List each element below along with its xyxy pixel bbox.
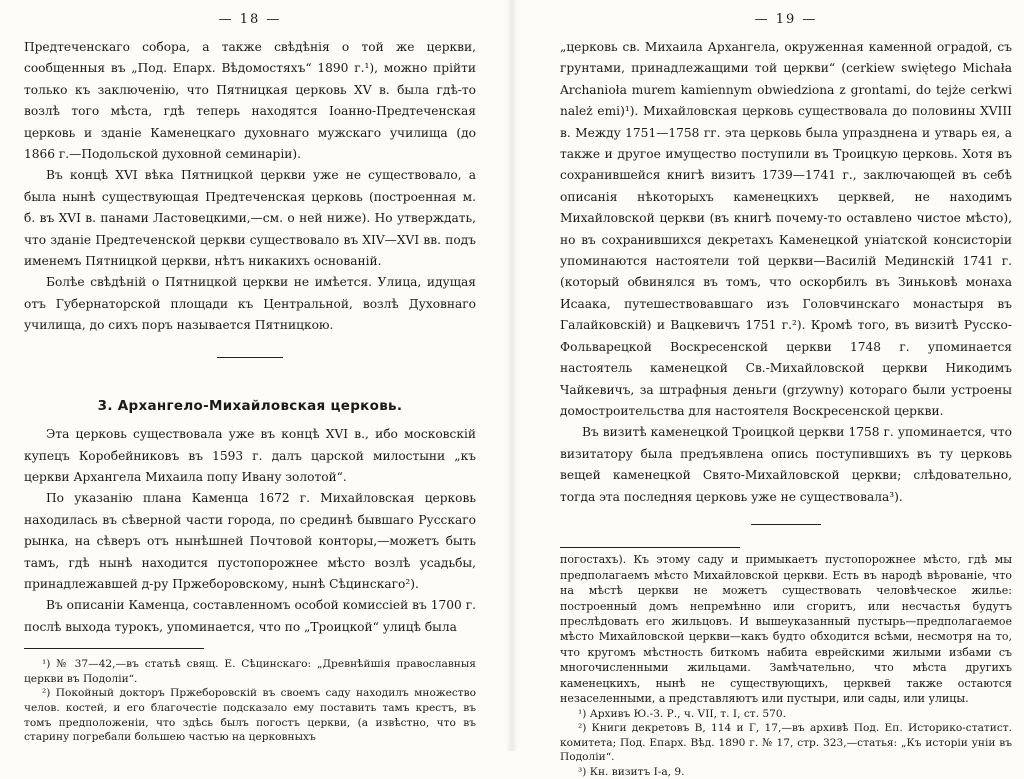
paragraph: Въ визитѣ каменецкой Троицкой церкви 1758 г. упоминается, что визитатору была предъявлена опись поступившихъ въ ту церковь вещей каменецкой Свято-Михайловской церкви; слѣдовательно, тогда эта последняя церковь уже не существовала³). (560, 425, 1012, 504)
paragraph: По указанію плана Каменца 1672 г. Михайловская церковь находилась въ сѣверной части города, по срединѣ бывшаго Русскаго рынка, на сѣверъ отъ нынѣшней Почтовой конторы,—можетъ быть тамъ, гдѣ нынѣ находится пустопорожнее мѣсто возлѣ усадьбы, принадлежавшей д-ру Пржеборовскому, нынѣ Сѣцинскаго²). (24, 491, 476, 592)
footnote: ¹) № 37—42,—въ статьѣ свящ. Е. Сѣцинскаго: „Древнѣйшія православныя церкви въ Подоліи“. (24, 658, 476, 685)
footnote-rule (24, 648, 204, 649)
footnote-rule (560, 547, 740, 548)
section-divider (751, 524, 821, 526)
paragraph: Эта церковь существовала уже въ концѣ XVI в., ибо московскій купецъ Коробейниковъ въ 1593 г. далъ царской милостыни „къ церкви Архангела Михаила попу Ивану золотой“. (24, 427, 476, 484)
paragraph: Предтеченскаго собора, а также свѣдѣнія о той же церкви, сообщенныя въ „Под. Епарх. Вѣдомостяхъ“ 1890 г.¹), можно прійти только къ заключенію, что Пятницкая церковь XV в. была гдѣ-то возлѣ того мѣста, гдѣ теперь находятся Іоанно-Предтеченская церковь и зданіе Каменецкаго духовнаго мужскаго училища (до 1866 г.—Подольской духовной семинаріи). (24, 40, 476, 162)
footnote: ¹) Архивъ Ю.-З. Р., ч. VII, т. I, ст. 570. (578, 707, 786, 720)
footnote: ²) Покойный докторъ Пржеборовскій въ своемъ саду находилъ множество челов. костей, и его благочестіе подсказало ему поставить тамъ крестъ, въ томъ предположеніи, что здѣсь былъ погостъ церкви, (а извѣстно, что въ старину погребали большею частью на церковныхъ (24, 687, 476, 744)
paragraph: Въ описаніи Каменца, составленномъ особой комиссіей въ 1700 г. послѣ выхода турокъ, упоминается, что по „Троицкой“ улицѣ была (24, 598, 476, 634)
footnote: ²) Книги декретовъ В, 114 и Г, 17,—въ архивѣ Под. Еп. Историко-статист. комитета; Под. Епарх. Вѣд. 1890 г. № 17, стр. 323,—статья: „Къ исторіи уніи въ Подоліи“. (560, 722, 1012, 764)
page-right (512, 0, 1024, 778)
page-left (0, 0, 512, 751)
page-number-left: — 18 — (218, 12, 282, 27)
paragraph: Въ концѣ XVI вѣка Пятницкой церкви уже не существовало, а была нынѣ существующая Предтеченская церковь (построенная м. б. въ XVI в. панами Ластовецкими,—см. о ней ниже). Но утверждать, что зданіе Предтеченской церкви существовало въ XIV—XVI вв. подъ именемъ Пятницкой церкви, нѣтъ никакихъ основаній. (24, 168, 476, 269)
page-number-right: — 19 — (754, 12, 818, 27)
footnote-continuation: погостахъ). Къ этому саду и примыкаетъ пустопорожнее мѣсто, гдѣ мы предполагаемъ мѣсто Михайловской церкви. Есть въ народѣ вѣрованіе, что на мѣстѣ церкви не можетъ существовать человѣческое жилье: построенный домъ непремѣнно или сгоритъ, или несчастья будутъ преслѣдовать его жильцовъ. И вышеуказанный пустырь—предполагаемое мѣсто Михайловской церкви—какъ будто обходится всѣми, несмотря на то, что кругомъ мѣстность биткомъ набита еврейскими жилыми избами съ многочисленными жильцами. Замѣчательно, что мѣста другихъ каменецкихъ, нынѣ не существующихъ, церквей также остаются незаселенными, а представляютъ или пустыри, или сады, или улицы. (560, 553, 1012, 706)
footnote: ³) Кн. визитъ I-а, 9. (578, 765, 685, 778)
section-heading: 3. Архангело-Михайловская церковь. (97, 398, 403, 415)
paragraph: Болѣе свѣдѣній о Пятницкой церкви не имѣется. Улица, идущая отъ Губернаторской площади къ Центральной, возлѣ Духовнаго училища, до сихъ поръ называется Пятницкою. (24, 275, 476, 333)
paragraph: „церковь св. Михаила Архангела, окруженная каменной оградой, съ грунтами, принадлежащими той церкви“ (cerkiew swiętego Michała Archanioła murem kamiennym obwiedziona z grontami, do tejże cerkwi należ emi)¹). Михайловская церковь существовала до половины XVIII в. Между 1751—1758 гг. эта церковь была упразднена и утварь ея, а также и другое имущество поступили въ Троицкую церковь. Хотя въ сохранившейся книгѣ визитъ 1739—1741 г., заключающей въ себѣ описанія нѣкоторыхъ каменецкихъ церквей, не находимъ Михайловской церкви (въ книгѣ почему-то оставлено чистое мѣсто), но въ сохранившихся декретахъ Каменецкой уніатской консисторіи упоминаются настоятели той церкви—Василій Мединскій 1741 г. (который обвинялся въ томъ, что оскорбилъ въ Зиньковѣ монаха Исаака, путешествовавшаго изъ Головчинскаго монастыря въ Галайковскій) и Вацкевичъ 1751 г.²). Кромѣ того, въ визитѣ Русско-Фольварецкой Воскресенской церкви 1748 г. упоминается настоятель каменецкой Св.-Михайловской церкви Никодимъ Чайкевичъ, за штрафныя деньги (grzywny) котораго были устроены домостроительства для настоятеля Воскресенской церкви. (560, 40, 1012, 418)
section-divider (217, 357, 283, 359)
